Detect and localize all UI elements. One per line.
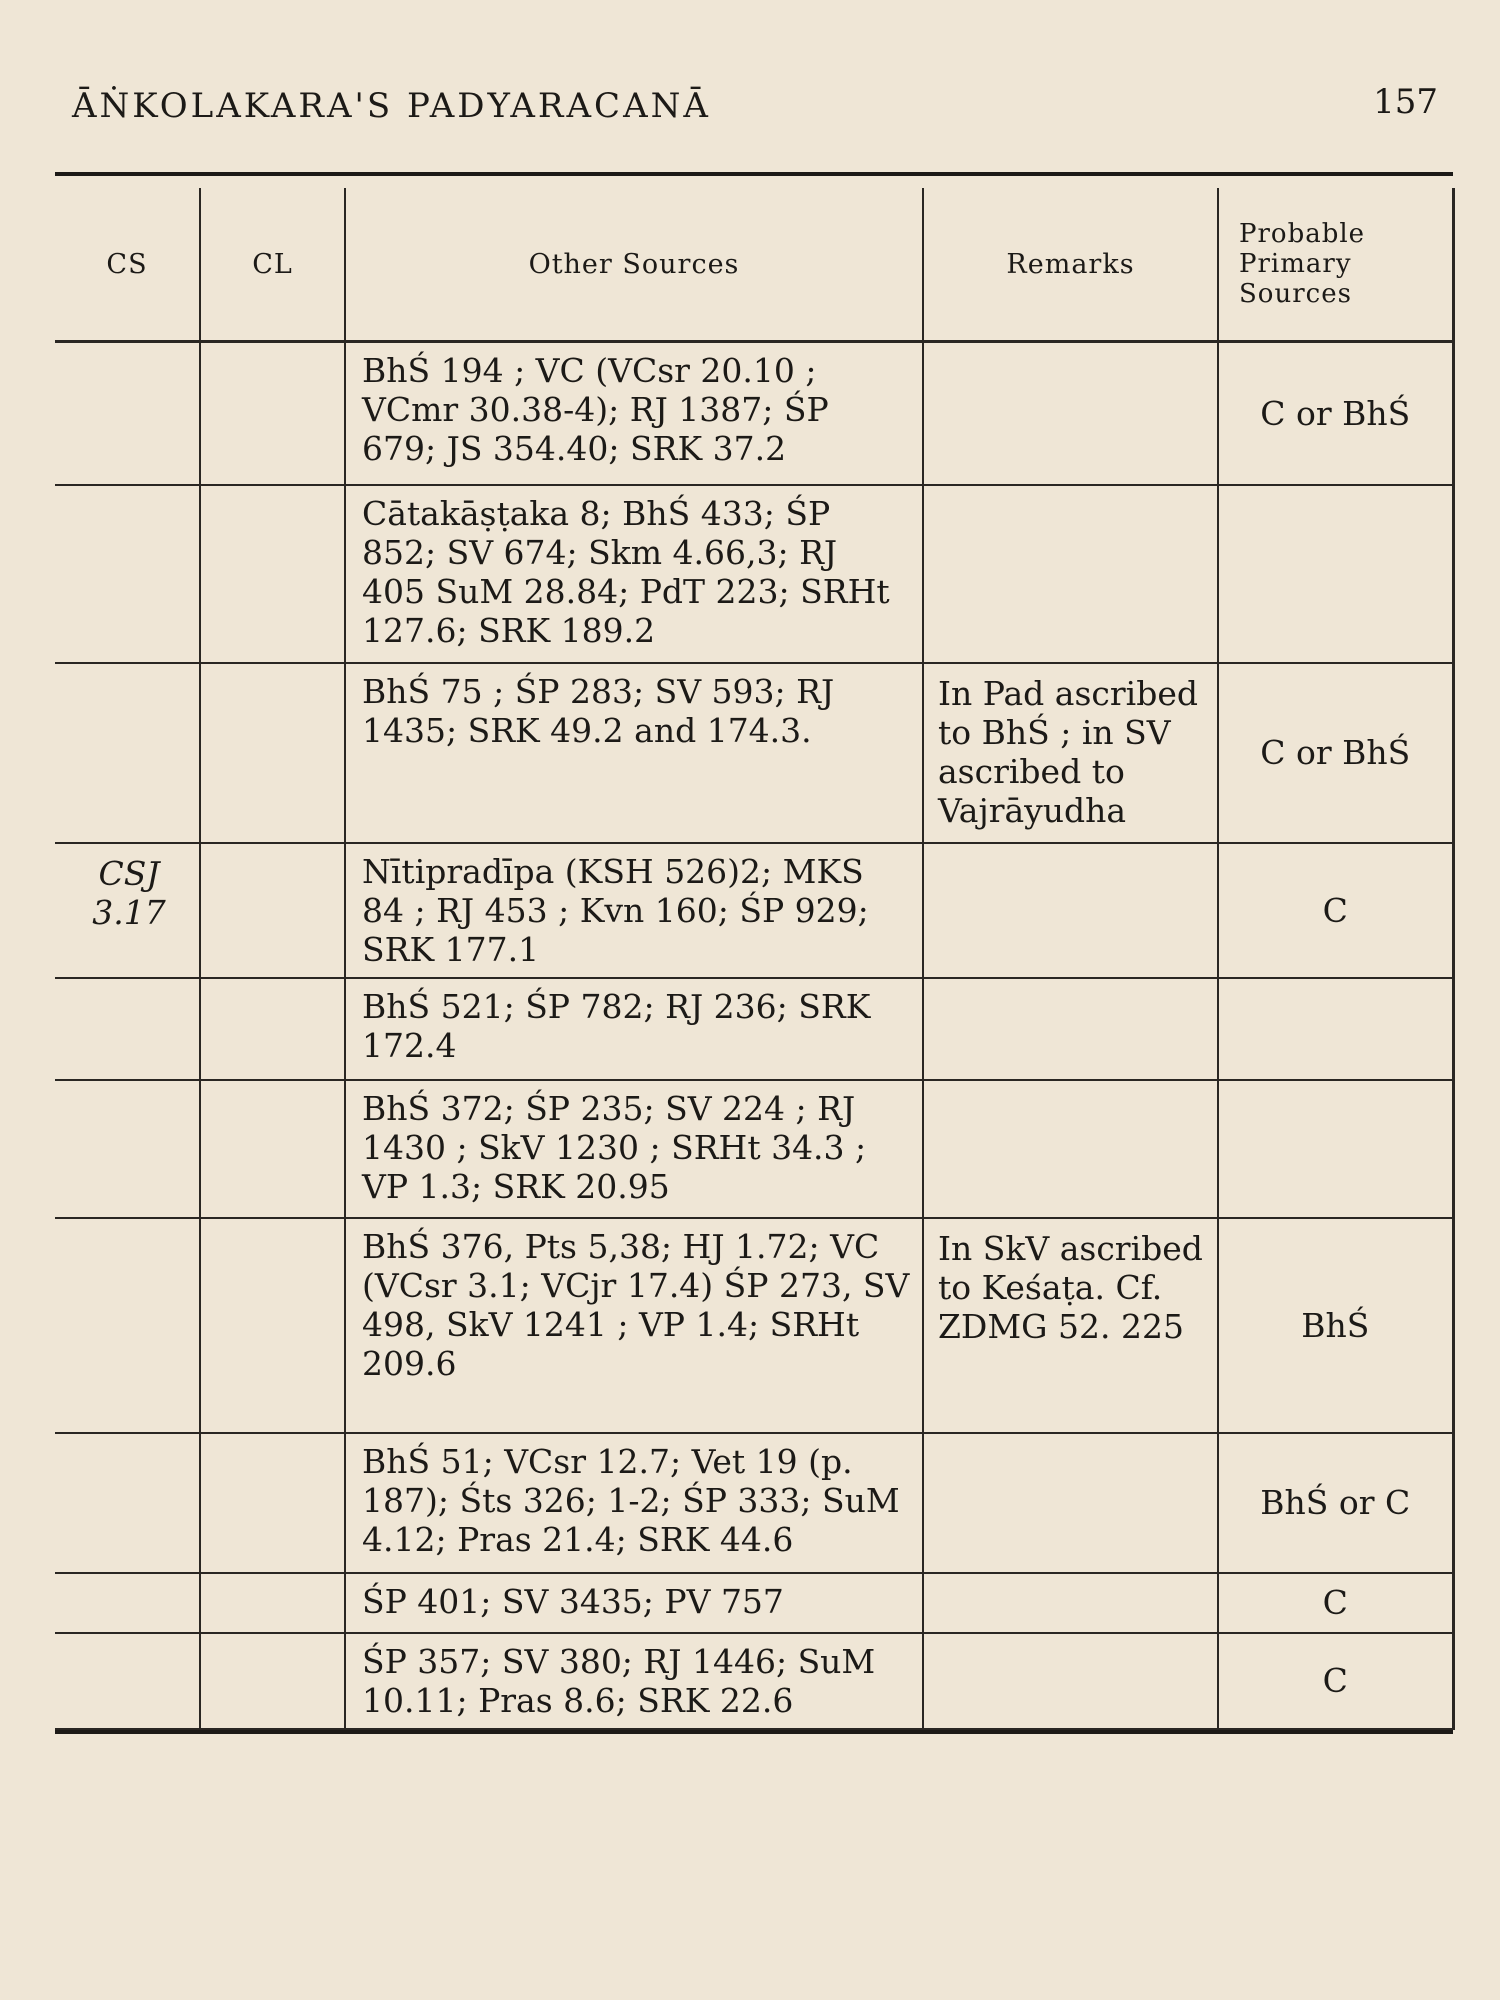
cl-cell <box>200 663 345 843</box>
table-row <box>55 843 1453 978</box>
table-row <box>55 485 1453 663</box>
column-header-probable-primary-sources: Probable Primary Sources <box>1218 188 1453 342</box>
remarks-cell <box>923 342 1218 485</box>
table-row <box>55 1573 1453 1633</box>
cs-cell <box>55 485 200 663</box>
cl-cell <box>200 1573 345 1633</box>
table-header-row <box>55 188 1453 342</box>
other-sources-cell: Nītipradīpa (KSH 526)2; MKS 84 ; RJ 453 ; Kvn 160; ŚP 929; SRK 177.1 <box>345 843 923 978</box>
cl-cell <box>200 1080 345 1218</box>
running-title: ĀṄKOLAKARA'S PADYARACANĀ <box>72 86 711 126</box>
column-header-cl: CL <box>200 188 345 342</box>
cs-cell <box>55 1218 200 1433</box>
probable-primary-cell: BhŚ <box>1218 1218 1453 1433</box>
column-header-other-sources: Other Sources <box>345 188 923 342</box>
probable-primary-cell: C or BhŚ <box>1218 663 1453 843</box>
remarks-cell <box>923 485 1218 663</box>
cl-cell <box>200 978 345 1080</box>
remarks-cell <box>923 843 1218 978</box>
table-row <box>55 342 1453 485</box>
probable-primary-cell: C <box>1218 1633 1453 1729</box>
column-header-remarks: Remarks <box>923 188 1218 342</box>
cs-cell <box>55 1080 200 1218</box>
other-sources-cell: BhŚ 51; VCsr 12.7; Vet 19 (p. 187); Śts 326; 1-2; ŚP 333; SuM 4.12; Pras 21.4; SRK 44.6 <box>345 1433 923 1573</box>
other-sources-cell: ŚP 357; SV 380; RJ 1446; SuM 10.11; Pras 8.6; SRK 22.6 <box>345 1633 923 1729</box>
table-row <box>55 1080 1453 1218</box>
probable-primary-cell: C <box>1218 843 1453 978</box>
cs-cell <box>55 342 200 485</box>
remarks-cell <box>923 1633 1218 1729</box>
remarks-cell <box>923 978 1218 1080</box>
table-bottom-rule <box>55 1730 1453 1734</box>
remarks-cell <box>923 1573 1218 1633</box>
other-sources-cell: BhŚ 521; ŚP 782; RJ 236; SRK 172.4 <box>345 978 923 1080</box>
other-sources-cell: BhŚ 376, Pts 5,38; HJ 1.72; VC (VCsr 3.1; VCjr 17.4) ŚP 273, SV 498, SkV 1241 ; VP 1.4; SRHt 209.6 <box>345 1218 923 1433</box>
cs-cell <box>55 1573 200 1633</box>
sources-table-container <box>55 172 1453 1734</box>
cs-cell <box>55 1433 200 1573</box>
remarks-cell <box>923 1433 1218 1573</box>
other-sources-cell: BhŚ 372; ŚP 235; SV 224 ; RJ 1430 ; SkV 1230 ; SRHt 34.3 ; VP 1.3; SRK 20.95 <box>345 1080 923 1218</box>
table-row <box>55 1218 1453 1433</box>
cl-cell <box>200 1433 345 1573</box>
table-top-rule <box>55 172 1453 176</box>
cs-cell <box>55 663 200 843</box>
remarks-cell: In Pad ascribed to BhŚ ; in SV ascribed to Vajrāyudha <box>923 663 1218 843</box>
table-row <box>55 1433 1453 1573</box>
probable-primary-cell <box>1218 978 1453 1080</box>
remarks-cell <box>923 1080 1218 1218</box>
table-row <box>55 978 1453 1080</box>
cs-cell <box>55 978 200 1080</box>
cl-cell <box>200 1633 345 1729</box>
probable-primary-cell <box>1218 485 1453 663</box>
column-header-cs: CS <box>55 188 200 342</box>
cl-cell <box>200 843 345 978</box>
probable-primary-cell: C or BhŚ <box>1218 342 1453 485</box>
sources-table <box>55 188 1455 1730</box>
probable-primary-cell: C <box>1218 1573 1453 1633</box>
other-sources-cell: Cātakāṣṭaka 8; BhŚ 433; ŚP 852; SV 674; Skm 4.66,3; RJ 405 SuM 28.84; PdT 223; SRHt 127.6; SRK 189.2 <box>345 485 923 663</box>
cl-cell <box>200 1218 345 1433</box>
probable-primary-cell: BhŚ or C <box>1218 1433 1453 1573</box>
other-sources-cell: BhŚ 75 ; ŚP 283; SV 593; RJ 1435; SRK 49.2 and 174.3. <box>345 663 923 843</box>
probable-primary-cell <box>1218 1080 1453 1218</box>
cl-cell <box>200 342 345 485</box>
table-row <box>55 1633 1453 1729</box>
other-sources-cell: BhŚ 194 ; VC (VCsr 20.10 ; VCmr 30.38-4); RJ 1387; ŚP 679; JS 354.40; SRK 37.2 <box>345 342 923 485</box>
table-row <box>55 663 1453 843</box>
cl-cell <box>200 485 345 663</box>
cs-cell <box>55 1633 200 1729</box>
remarks-cell: In SkV ascribed to Keśaṭa. Cf. ZDMG 52. 225 <box>923 1218 1218 1433</box>
other-sources-cell: ŚP 401; SV 3435; PV 757 <box>345 1573 923 1633</box>
page-number: 157 <box>1373 82 1438 122</box>
cs-cell: CSJ 3.17 <box>55 843 200 978</box>
